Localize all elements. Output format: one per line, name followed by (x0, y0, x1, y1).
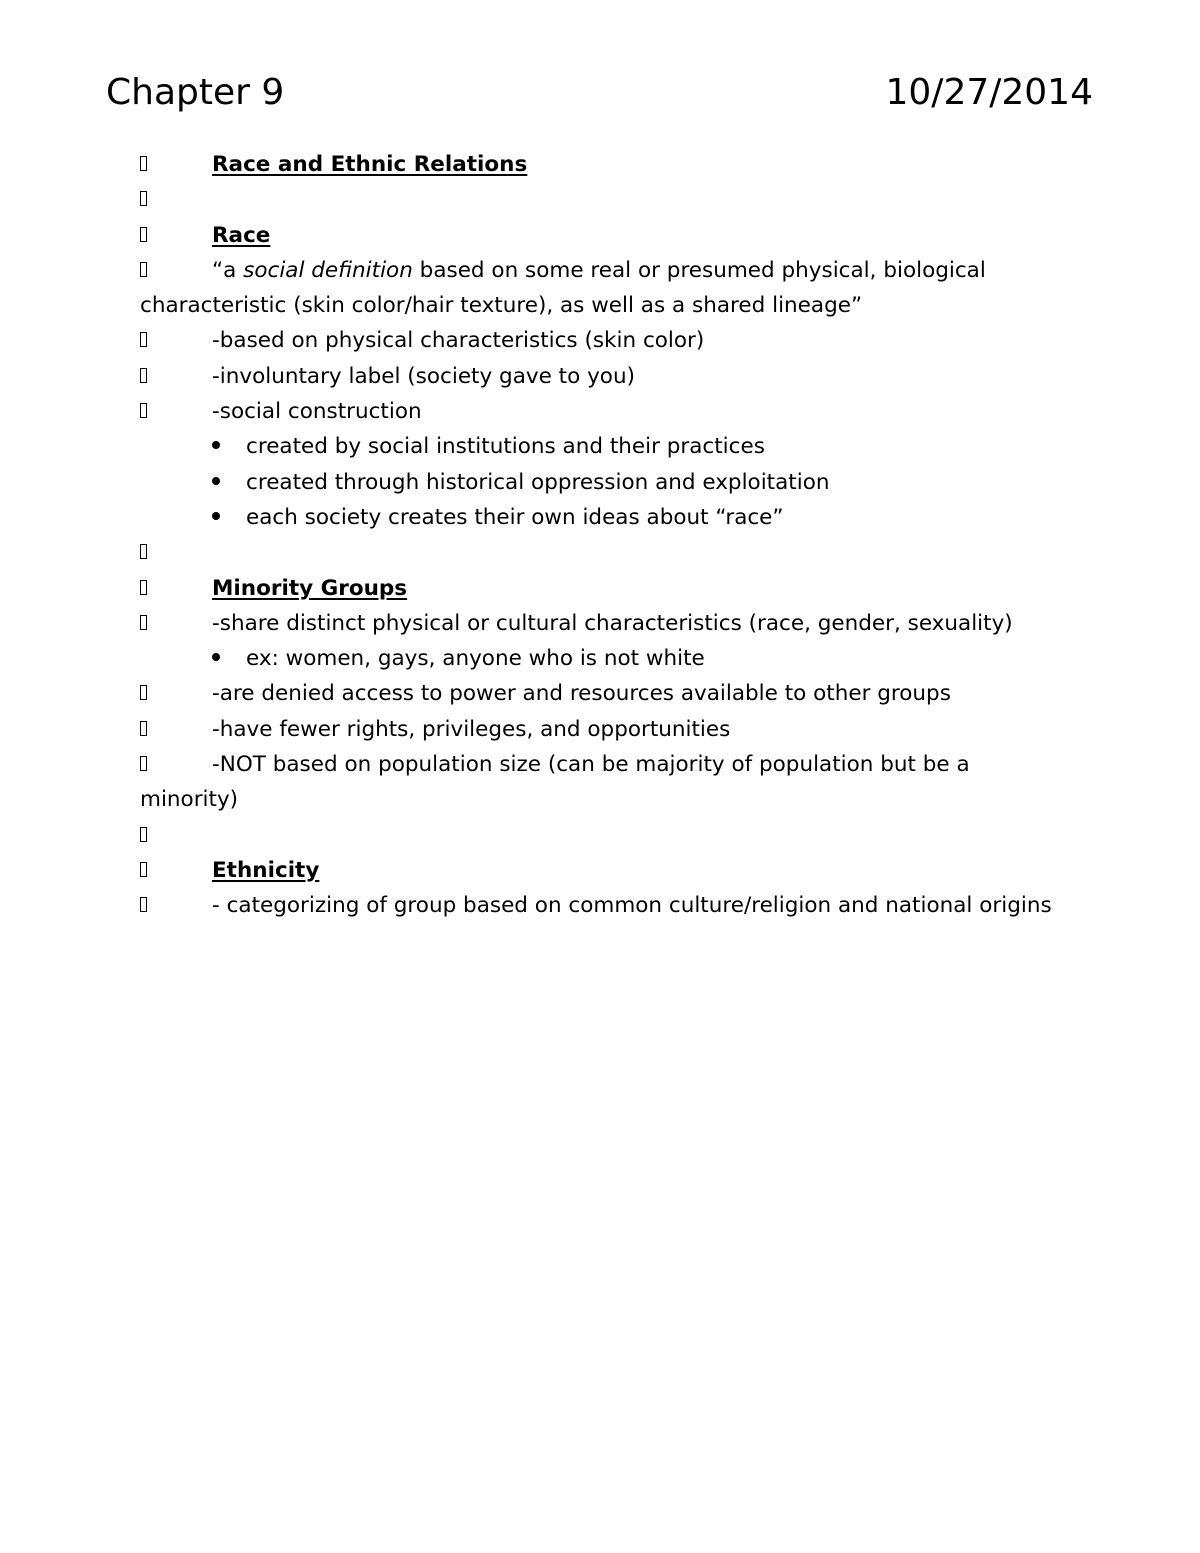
note-line (140, 888, 1070, 923)
note-line (140, 323, 1070, 358)
missing-glyph-box-icon (140, 615, 147, 630)
ethnicity-point: - categorizing of group based on common culture/religion and national origins (212, 893, 1052, 919)
missing-glyph-box-icon (140, 191, 147, 206)
note-line-race-definition (140, 253, 1070, 324)
definition-open: “a (212, 257, 244, 283)
missing-glyph-box-icon (140, 827, 147, 842)
section-heading-race-ethnic: Race and Ethnic Relations (212, 152, 528, 177)
bullet-text: ex: women, gays, anyone who is not white (246, 646, 705, 672)
race-point: -social construction (212, 399, 422, 425)
missing-glyph-box-icon (140, 580, 147, 595)
note-line (140, 853, 1070, 888)
definition-rest: based on some real or presumed physical, biological characteristic (skin color/hair texture), as well as a shared lineage” (140, 257, 986, 319)
definition-italic: social definition (243, 257, 413, 283)
bullet-text: each society creates their own ideas about “race” (246, 504, 784, 530)
note-line (140, 218, 1070, 253)
section-heading-race: Race (212, 222, 271, 248)
note-line-empty (140, 818, 1070, 853)
race-point: -based on physical characteristics (skin color) (212, 328, 705, 354)
note-line (140, 394, 1070, 429)
section-heading-ethnicity: Ethnicity (212, 857, 320, 883)
note-line (140, 606, 1070, 641)
bullet-dot-icon (212, 512, 220, 520)
missing-glyph-box-icon (140, 897, 147, 912)
missing-glyph-box-icon (140, 721, 147, 736)
missing-glyph-box-icon (140, 262, 147, 277)
note-line (140, 747, 1070, 818)
missing-glyph-box-icon (140, 368, 147, 383)
notes-date: 10/27/2014 (885, 72, 1093, 113)
note-line-empty (140, 535, 1070, 570)
bullet-text: created through historical oppression and exploitation (246, 469, 830, 495)
bullet-text: created by social institutions and their practices (246, 434, 765, 460)
missing-glyph-box-icon (140, 862, 147, 877)
minority-point: -NOT based on population size (can be majority of population but be a minority) (140, 752, 970, 813)
missing-glyph-box-icon (140, 332, 147, 347)
bullet-item (140, 429, 1070, 464)
missing-glyph-box-icon (140, 227, 147, 242)
missing-glyph-box-icon (140, 156, 147, 171)
race-point: -involuntary label (society gave to you) (212, 363, 635, 389)
missing-glyph-box-icon (140, 544, 147, 559)
minority-point: -are denied access to power and resources available to other groups (212, 681, 951, 707)
bullet-item (140, 465, 1070, 500)
note-line (140, 571, 1070, 606)
missing-glyph-box-icon (140, 685, 147, 700)
note-line (140, 359, 1070, 394)
bullet-item (140, 500, 1070, 535)
missing-glyph-box-icon (140, 403, 147, 418)
note-line (140, 676, 1070, 711)
missing-glyph-box-icon (140, 756, 147, 771)
minority-point: -have fewer rights, privileges, and opportunities (212, 716, 731, 742)
note-line (140, 147, 1070, 182)
chapter-title: Chapter 9 (106, 72, 285, 113)
notes-body (140, 147, 1070, 924)
bullet-dot-icon (212, 441, 220, 449)
bullet-dot-icon (212, 477, 220, 485)
note-line (140, 712, 1070, 747)
bullet-item (140, 641, 1070, 676)
minority-point: -share distinct physical or cultural characteristics (race, gender, sexuality) (212, 610, 1013, 636)
bullet-dot-icon (212, 653, 220, 661)
note-line-empty (140, 182, 1070, 217)
section-heading-minority: Minority Groups (212, 575, 408, 601)
